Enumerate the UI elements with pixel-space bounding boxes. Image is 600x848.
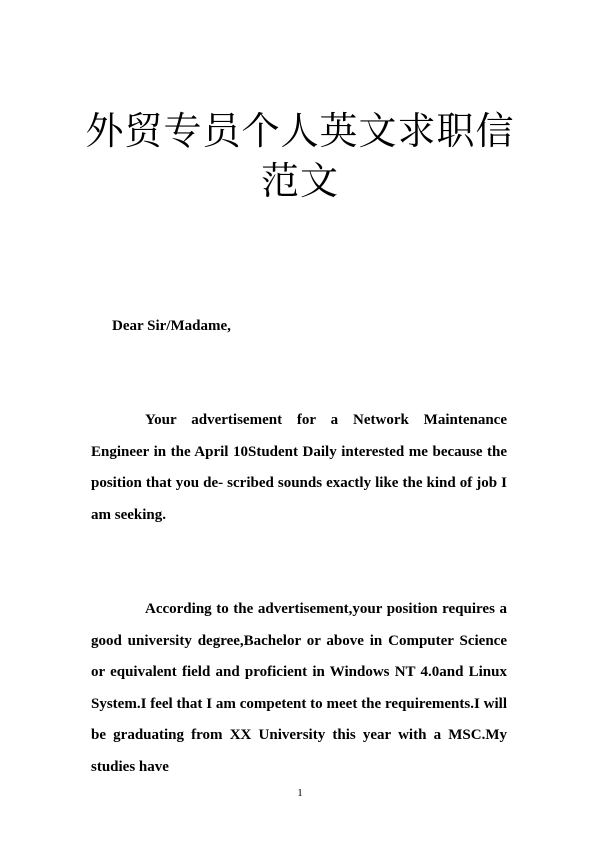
document-title-line-2: 范文 <box>260 159 339 203</box>
letter-paragraph-2: According to the advertisement,your position requires a good university degree,Bachelor or above in Computer Science or equivalent field and proficient in Windows NT 4.0and Linux System.I feel that I am competent to meet the requirements.I will be graduating from XX University this year with a MSC.My studies have <box>91 601 507 775</box>
page-number: 1 <box>297 787 303 799</box>
letter-salutation: Dear Sir/Madame, <box>112 318 231 334</box>
document-title-line-1: 外贸专员个人英文求职信 <box>85 109 515 153</box>
letter-paragraph-1: Your advertisement for a Network Maintenance Engineer in the April 10Student Daily interested me because the position that you de- scribed sounds exactly like the kind of job I am seeking. <box>91 412 507 523</box>
